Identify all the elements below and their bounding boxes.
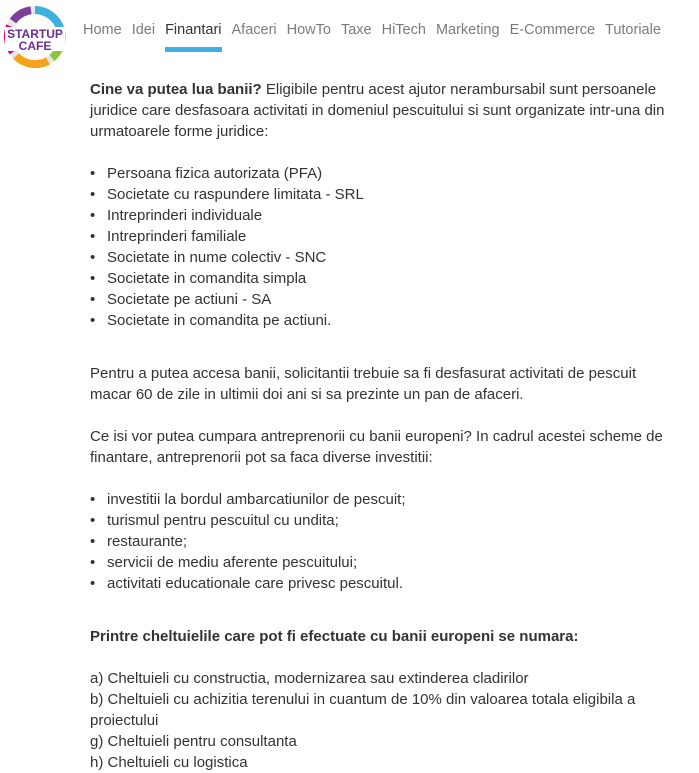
nav-afaceri[interactable]: Afaceri (231, 22, 277, 38)
logo-text-line1: STARTUP (7, 27, 63, 41)
list-item: • Intreprinderi familiale (90, 226, 670, 247)
list-item: a) Cheltuieli cu constructia, modernizarea sau extinderea cladirilor (90, 670, 529, 687)
investments-list (90, 489, 670, 594)
requirements-paragraph: Pentru a putea accesa banii, solicitantii trebuie sa fi desfasurat activitati de pescuit macar 60 de zile in ultimii doi ani si sa prezinte un pan de afaceri. (90, 365, 637, 403)
list-item: • Societate in nume colectiv - SNC (90, 247, 670, 268)
expenses-heading: Printre cheltuielile care pot fi efectuate cu banii europeni se numara: (90, 628, 579, 645)
expenses-list (90, 668, 670, 773)
legal-forms-list (90, 163, 670, 331)
article-body (90, 79, 670, 773)
list-item: • Societate cu raspundere limitata - SRL (90, 184, 670, 205)
eligibility-paragraph (90, 79, 670, 142)
list-item: • servicii de mediu aferente pescuitului; (90, 552, 670, 573)
nav-finantari[interactable]: Finantari (165, 22, 222, 38)
nav-taxe[interactable]: Taxe (340, 22, 372, 38)
nav-ecommerce[interactable]: E-Commerce (509, 22, 596, 38)
eligibility-text: Eligibile pentru acest ajutor nerambursabil sunt persoanele juridice care desfasoara activitati in domeniul pescuitului si sunt organizate intr-una din urmatoarele forme juridice: (90, 81, 665, 140)
eligibility-question: Cine va putea lua banii? (90, 81, 262, 98)
list-item: • Intreprinderi individuale (90, 205, 670, 226)
expenses-heading-paragraph (90, 626, 670, 647)
list-item: • Societate in comandita pe actiuni. (90, 310, 670, 331)
main-nav (83, 22, 671, 38)
nav-hitech[interactable]: HiTech (381, 22, 426, 38)
nav-tutoriale[interactable]: Tutoriale (605, 22, 661, 38)
nav-home[interactable]: Home (83, 22, 122, 38)
list-item: • activitati educationale care privesc pescuitul. (90, 573, 670, 594)
nav-idei[interactable]: Idei (131, 22, 156, 38)
list-item: • restaurante; (90, 531, 670, 552)
site-header (0, 0, 699, 70)
list-item: h) Cheltuieli cu logistica (90, 754, 248, 771)
list-item: • Persoana fizica autorizata (PFA) (90, 163, 670, 184)
list-item: • Societate in comandita simpla (90, 268, 670, 289)
investments-intro: Ce isi vor putea cumpara antreprenorii cu banii europeni? In cadrul acestei scheme de finantare, antreprenorii pot sa faca diverse investitii: (90, 428, 663, 466)
nav-howto[interactable]: HowTo (286, 22, 331, 38)
list-item: • investitii la bordul ambarcatiunilor de pescuit; (90, 489, 670, 510)
list-item: b) Cheltuieli cu achizitia terenului in cuantum de 10% din valoarea totala eligibila a proiectului (90, 691, 636, 729)
nav-marketing[interactable]: Marketing (435, 22, 500, 38)
list-item: • Societate pe actiuni - SA (90, 289, 670, 310)
list-item: • turismul pentru pescuitul cu undita; (90, 510, 670, 531)
startup-cafe-logo[interactable] (4, 6, 66, 68)
logo-text-line2: CAFE (18, 39, 52, 53)
list-item: g) Cheltuieli pentru consultanta (90, 733, 297, 750)
